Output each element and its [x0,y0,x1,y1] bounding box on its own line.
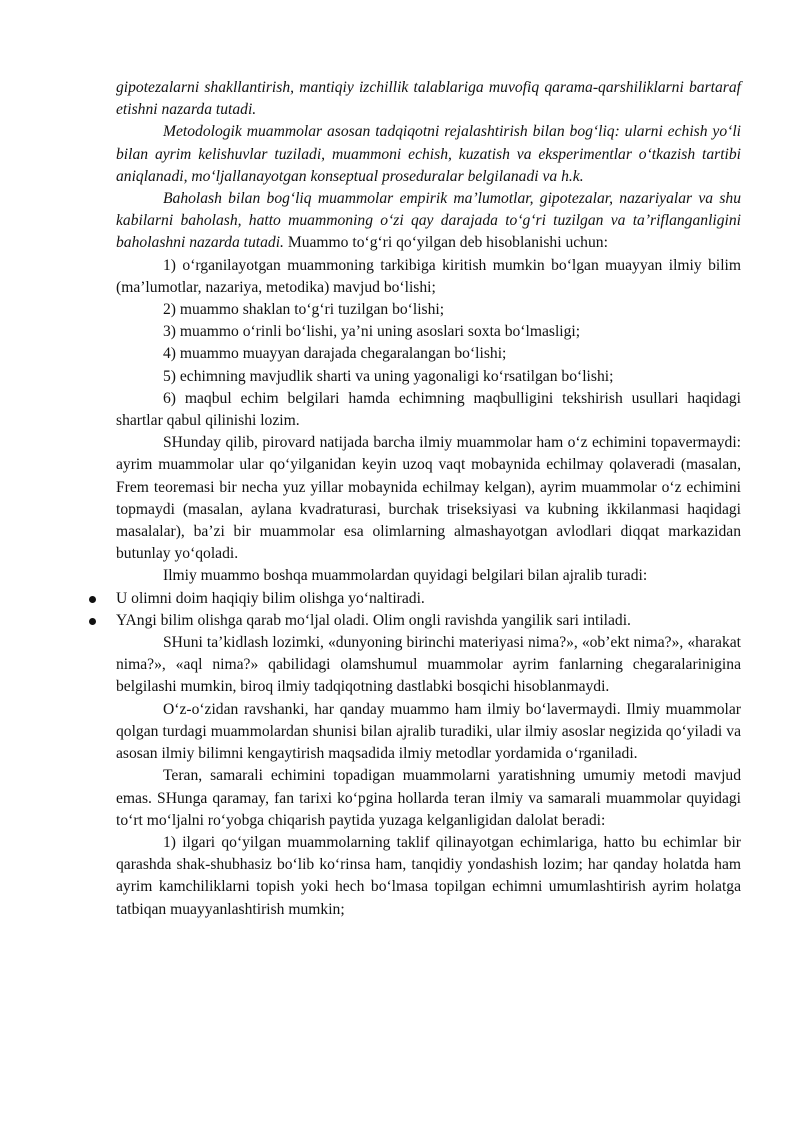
bullet-icon [89,596,96,603]
bullet-item [116,588,741,610]
paragraph-global-problems: SHuni ta’kidlash lozimki, «dunyoning birinchi materiyasi nima?», «ob’ekt nima?», «harakat nima?», «aql nima?» qabilidagi olamshumul muammolar ayrim fanlarning chegaralarinigina belgilashi mumkin, biroq ilmiy tadqiqotning dastlabki bosqichi hisoblanmaydi. [116,634,741,696]
condition-item-1: 1) o‘rganilayotgan muammoning tarkibiga kiritish mumkin bo‘lgan muayyan ilmiy bilim (ma’lumotlar, nazariya, metodika) mavjud bo‘lishi; [116,256,741,296]
condition-item-6: 6) maqbul echim belgilari hamda echimning maqbulligini tekshirish usullari haqidagi shartlar qabul qilinishi lozim. [116,389,741,430]
document-page [116,77,741,921]
paragraph-not-every-problem-scientific: O‘z-o‘zidan ravshanki, har qanday muammo ham ilmiy bo‘lavermaydi. Ilmiy muammolar qolgan turdagi muammolardan shunisi bilan ajralib turadiki, ular ilmiy asoslar negizida qo‘yiladi va asosan ilmiy bilimni kengaytirish maqsadida ilmiy metodlar yordamida o‘rganiladi. [116,700,741,763]
condition-item-5: 5) echimning mavjudlik sharti va uning yagonaligi ko‘rsatilgan bo‘lishi; [163,367,614,385]
feature-bullet-list [116,588,741,632]
condition-item-3: 3) muammo o‘rinli bo‘lishi, ya’ni uning asoslari soxta bo‘lmasligi; [163,323,581,341]
bullet-item-text: U olimni doim haqiqiy bilim olishga yo‘naltiradi. [116,589,425,607]
paragraph-evaluation-italic: Baholash bilan bog‘liq muammolar empirik ma’lumotlar, gipotezalar, nazariyalar va shu kabilarni baholash, hatto muammoning o‘zi qay darajada to‘g‘ri tuzilgan va ta’riflanganligini baholashni nazarda tutadi. [116,190,741,252]
bullet-icon [89,618,96,625]
bullet-item-text: YAngi bilim olishga qarab mo‘ljal oladi. Olim ongli ravishda yangilik sari intiladi. [116,611,631,629]
paragraph-hypotheses-italic: gipotezalarni shakllantirish, mantiqiy izchillik talablariga muvofiq qarama-qarshiliklarni bartaraf etishni nazarda tutadi. [116,79,741,119]
paragraph-unsolved-problems: SHunday qilib, pirovard natijada barcha ilmiy muammolar ham o‘z echimini topavermaydi: ayrim muammolar ular qo‘yilganidan keyin uzoq vaqt mobaynida echilmay qolaveradi (masalan, Frem teoremasi bir necha yuz yillar mobaynida echilmay kelgan), ayrim muammolar o‘z echimini topmaydi (masalan, aylana kvadraturasi, burchak triseksiyasi va kubning ikkilanmasi haqidagi masalalar), ba’zi bir muammolar esa olimlarning almashayotgan avlodlari diqqat markazidan butunlay yo‘qoladi. [116,434,741,563]
condition-item-4: 4) muammo muayyan darajada chegaralangan bo‘lishi; [163,345,507,363]
paragraph-methodological-problems [116,121,741,188]
paragraph-no-general-method: Teran, samarali echimini topadigan muammolarni yaratishning umumiy metodi mavjud emas. SHunga qaramay, fan tarixi ko‘pgina hollarda teran ilmiy va samarali muammolar quyidagi to‘rt mo‘ljalni ro‘yobga chiqarish paytida yuzaga kelganligidan dalolat beradi: [116,767,741,829]
paragraph-scientific-problem-features: Ilmiy muammo boshqa muammolardan quyidagi belgilari bilan ajralib turadi: [163,567,648,585]
bullet-item [116,610,741,632]
condition-item-2: 2) muammo shaklan to‘g‘ri tuzilgan bo‘lishi; [163,301,445,319]
paragraph-hypotheses [116,77,741,121]
paragraph-methodological-italic: Metodologik muammolar asosan tadqiqotni rejalashtirish bilan bog‘liq: ularni echish yo‘li bilan ayrim kelishuvlar tuziladi, muammoni echish, kuzatish va eksperimentlar o‘tkazish tartibi aniqlanadi, mo‘ljallanayotgan konseptual proseduralar belgilanadi va h.k. [116,123,741,185]
paragraph-evaluation-normal: Muammo to‘g‘ri qo‘yilgan deb hisoblanishi uchun: [283,234,608,252]
paragraph-evaluation-problems [116,188,741,255]
paragraph-guideline-1: 1) ilgari qo‘yilgan muammolarning taklif qilinayotgan echimlariga, hatto bu echimlar bir qarashda shak-shubhasiz bo‘lib ko‘rinsa ham, tanqidiy yondashish lozim; har qanday holatda ham ayrim kamchiliklarni topish yoki hech bo‘lmasa topilgan echimni umumlashtirish ayrim holatga tatbiqan muayyanlashtirish mumkin; [116,833,741,918]
